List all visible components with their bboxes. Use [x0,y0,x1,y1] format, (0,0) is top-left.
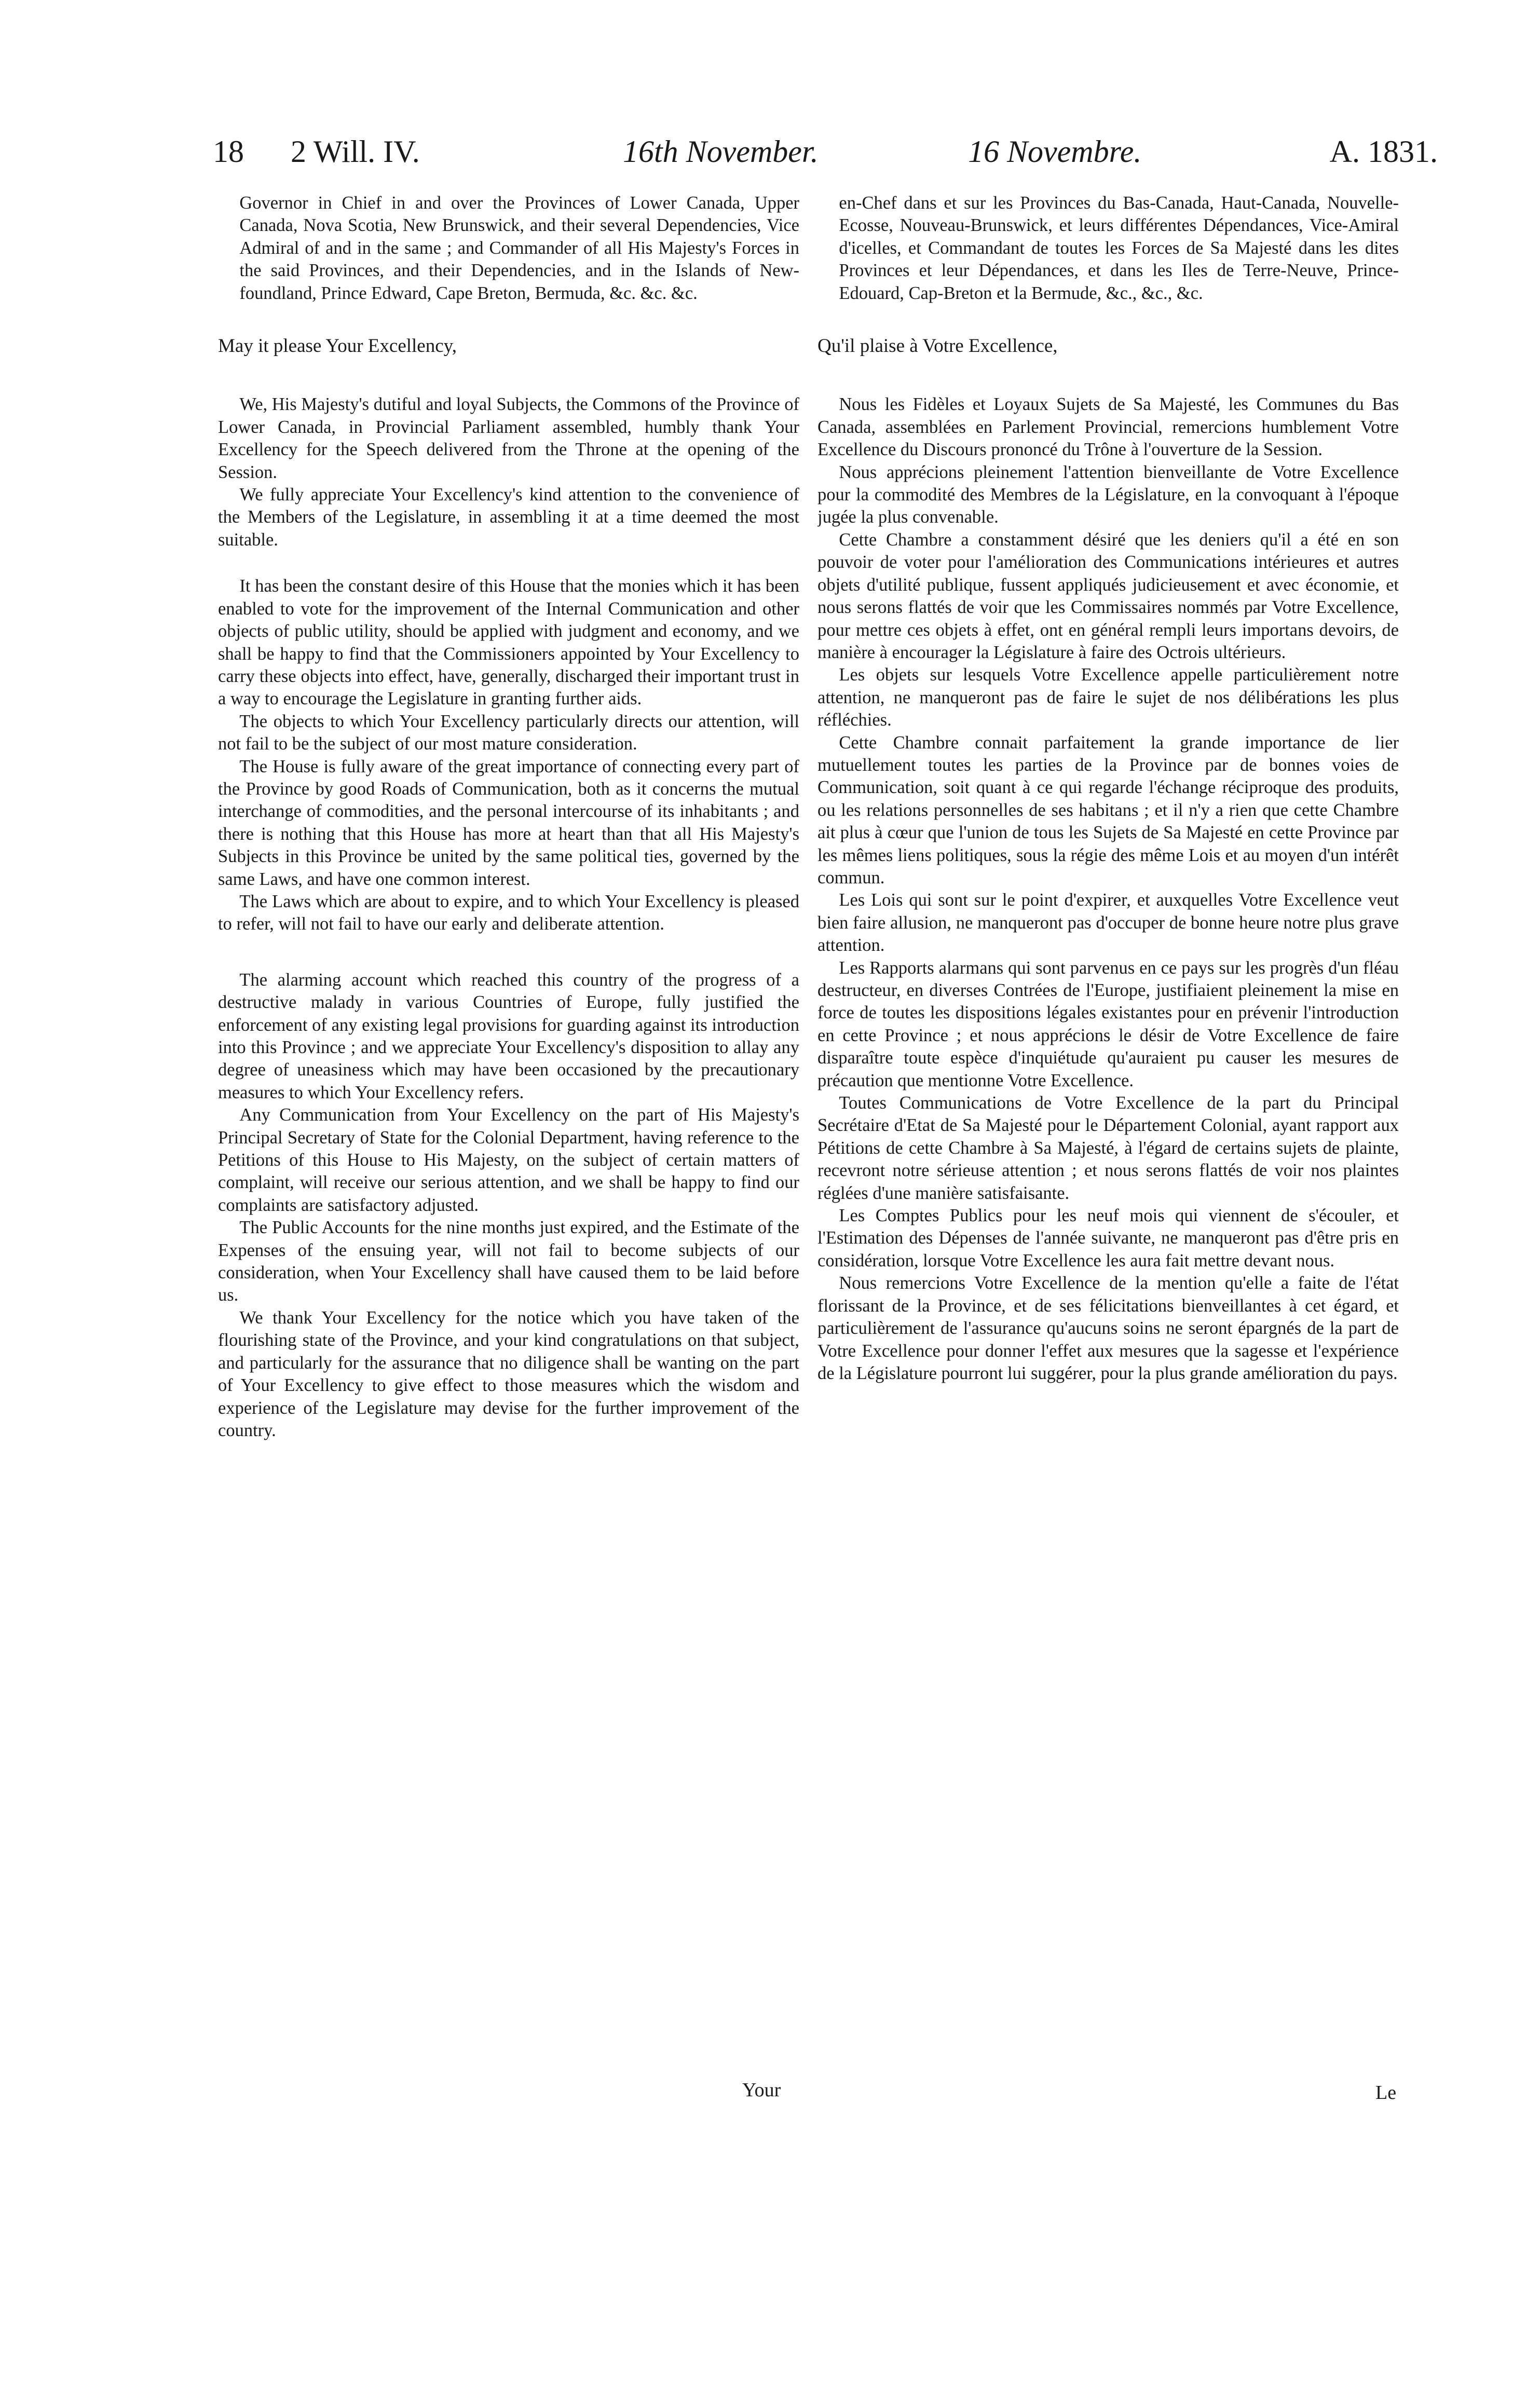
paragraph: Nous apprécions pleinement l'attention bienveillante de Votre Excellence pour la commodité des Membres de la Législature, en la convoquant à l'époque jugée la plus convenable. [817,462,1399,527]
running-header [213,131,1438,172]
address-heading: Governor in Chief in and over the Provinces of Lower Canada, Upper Canada, Nova Scotia, New Brunswick, and their several Dependencies, Vice Admiral of and in the same ; and Commander of all His Majesty's Forces in the said Provinces, and their Dependencies, and in the Islands of New-foundland, Prince Edward, Cape Breton, Bermuda, &c. &c. &c. [239,193,799,303]
paragraph: We thank Your Excellency for the notice which you have taken of the flourishing state of the Province, and your kind congratulations on that subject, and particularly for the assurance that no diligence shall be wanting on the part of Your Excellency to give effect to those measures which the wisdom and experience of the Legislature may devise for the further improvement of the country. [218,1307,799,1440]
regnal-year: 2 Will. IV. [291,134,420,169]
catchword-english: Your [742,2079,781,2101]
paragraph: Les Lois qui sont sur le point d'expirer, et auxquelles Votre Excellence veut bien faire allusion, ne manqueront pas d'occuper de bonne heure notre plus grave attention. [817,890,1399,956]
paragraph: The alarming account which reached this country of the progress of a destructive malady in various Countries of Europe, fully justified the enforcement of any existing legal provisions for guarding against its introduction into this Province ; and we appreciate Your Excellency's disposition to allay any degree of uneasiness which may have been occasioned by the precautionary measures to which Your Excellency refers. [218,970,799,1102]
date-english: 16th November. [623,134,819,169]
paragraph: The Laws which are about to expire, and to which Your Excellency is pleased to refer, will not fail to have our early and deliberate attention. [218,891,799,934]
catchword-french: Le [1375,2082,1397,2104]
paragraph: The House is fully aware of the great importance of connecting every part of the Province by good Roads of Communication, both as it concerns the mutual interchange of commodities, and the personal intercourse of its inhabitants ; and there is nothing that this House has more at heart than that all His Majesty's Subjects in this Province be united by the same political ties, governed by the same Laws, and have one common interest. [218,756,799,889]
paragraph: We fully appreciate Your Excellency's kind attention to the convenience of the Members of the Legislature, in assembling it at a time deemed the most suitable. [218,485,799,550]
salutation: May it please Your Excellency, [218,335,457,357]
paragraph: We, His Majesty's dutiful and loyal Subjects, the Commons of the Province of Lower Canada, in Provincial Parliament assembled, humbly thank Your Excellency for the Speech delivered from the Throne at the opening of the Session. [218,394,799,482]
paragraph: The objects to which Your Excellency particularly directs our attention, will not fail to be the subject of our most mature consideration. [218,711,799,754]
salutation: Qu'il plaise à Votre Excellence, [817,335,1058,357]
year: A. 1831. [1329,134,1438,169]
paragraph: It has been the constant desire of this House that the monies which it has been enabled to vote for the improvement of the Internal Communication and other objects of public utility, should be applied with judgment and economy, and we shall be happy to find that the Commissioners appointed by Your Excellency to carry these objects into effect, have, generally, discharged their important trust in a way to encourage the Legislature in granting further aids. [218,576,799,709]
paragraph: Nous remercions Votre Excellence de la mention qu'elle a faite de l'état florissant de la Province, et de ses félicitations bienveillantes à cet égard, et particulièrement de l'assurance qu'aucuns soins ne seront épargnés de la part de Votre Excellence pour donner l'effet aux mesures que la sagesse et l'expérience de la Législature pourront lui suggérer, pour la plus grande amélioration du pays. [817,1273,1399,1383]
paragraph: Cette Chambre a constamment désiré que les deniers qu'il a été en son pouvoir de voter pour l'amélioration des Communications intérieures et autres objets d'utilité publique, fussent appliqués judicieusement et avec économie, et nous serons flattés de voir que les Commissaires nommés par Votre Excellence, pour mettre ces objets à effet, ont en général rempli leurs importans devoirs, de manière à encourager la Législature à faire des Octrois ultérieurs. [817,529,1399,662]
paragraph: Cette Chambre connait parfaitement la grande importance de lier mutuellement toutes les parties de la Province par de bonnes voies de Communication, soit quant à ce qui regarde l'échange réciproque des produits, ou les relations personnelles de ses habitans ; et il n'y a rien que cette Chambre ait plus à cœur que l'union de tous les Sujets de Sa Majesté en cette Province par les mêmes liens politiques, sous la régie des même Lois et au moyen d'un intérêt commun. [817,732,1399,888]
page-number: 18 [213,134,244,169]
french-column [817,192,1399,2112]
paragraph: Any Communication from Your Excellency on the part of His Majesty's Principal Secretary of State for the Colonial Department, having reference to the Petitions of this House to His Majesty, on the subject of certain matters of complaint, will receive our serious attention, and we shall be happy to find our complaints are satisfactory adjusted. [218,1105,799,1215]
paragraph: Les Comptes Publics pour les neuf mois qui viennent de s'écouler, et l'Estimation des Dépenses de l'année suivante, ne manqueront pas d'être pris en considération, lorsque Votre Excellence les aura fait mettre devant nous. [817,1206,1399,1271]
paragraph: Toutes Communications de Votre Excellence de la part du Principal Secrétaire d'Etat de Sa Majesté pour le Département Colonial, ayant rapport aux Pétitions de cette Chambre à Sa Majesté, à l'égard de certains sujets de plainte, recevront notre sérieuse attention ; et nous serons flattés de voir nos plaintes réglées d'une manière satisfaisante. [817,1093,1399,1203]
paragraph: Les Rapports alarmans qui sont parvenus en ce pays sur les progrès d'un fléau destructeur, en diverses Contrées de l'Europe, justifiaient pleinement la mise en force de toutes les dispositions légales existantes pour en prévenir l'introduction en cette Province ; et nous apprécions le désir de Votre Excellence de faire disparaître toute espèce d'inquiétude qu'auraient pu causer les mesures de précaution que mentionne Votre Excellence. [817,958,1399,1090]
english-column [218,192,799,2112]
address-heading: en-Chef dans et sur les Provinces du Bas-Canada, Haut-Canada, Nouvelle-Ecosse, Nouveau-Brunswick, et leurs différentes Dépendances, Vice-Amiral d'icelles, et Commandant de toutes les Forces de Sa Majesté dans les dites Provinces et leur Dépendances, et dans les Iles de Terre-Neuve, Prince-Edouard, Cap-Breton et la Bermude, &c., &c., &c. [839,193,1399,303]
date-french: 16 Novembre. [968,134,1142,169]
paragraph: Les objets sur lesquels Votre Excellence appelle particulièrement notre attention, ne manqueront pas de faire le sujet de nos délibérations les plus réfléchies. [817,665,1399,730]
paragraph: The Public Accounts for the nine months just expired, and the Estimate of the Expenses of the ensuing year, will not fail to become subjects of our consideration, when Your Excellency shall have caused them to be laid before us. [218,1218,799,1305]
paragraph: Nous les Fidèles et Loyaux Sujets de Sa Majesté, les Communes du Bas Canada, assemblées en Parlement Provincial, remercions humblement Votre Excellence du Discours prononcé du Trône à l'ouverture de la Session. [817,394,1399,460]
